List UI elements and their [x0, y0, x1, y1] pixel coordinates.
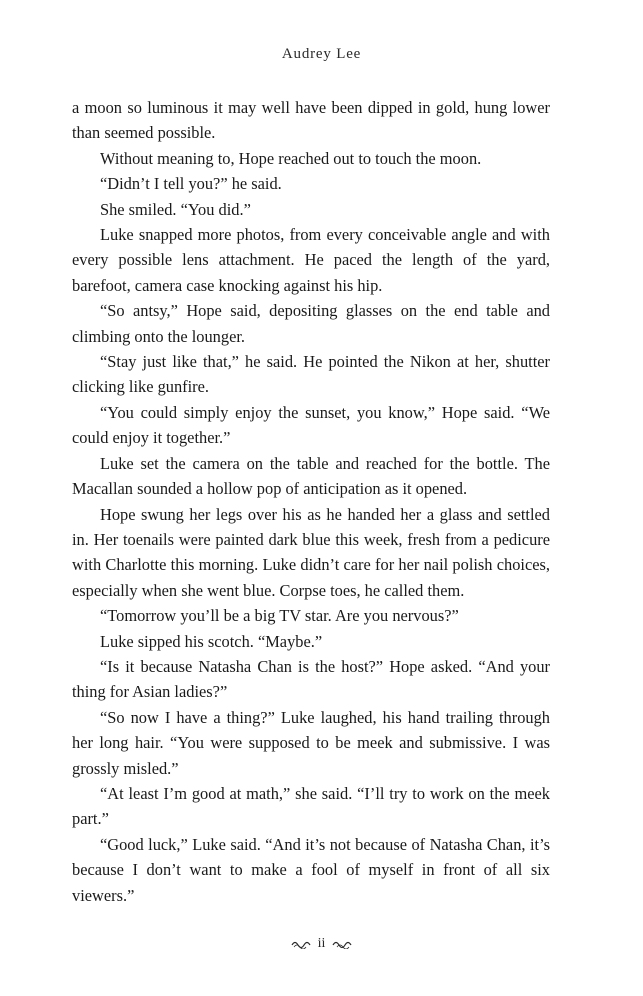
paragraph: “Stay just like that,” he said. He pointed the Nikon at her, shutter clicking like gunfire.	[72, 352, 550, 397]
paragraph: Luke set the camera on the table and reached for the bottle. The Macallan sounded a hollow pop of anticipation as it opened.	[72, 453, 550, 499]
paragraph: Hope swung her legs over his as he handed her a glass and settled in. Her toenails were painted dark blue this week, fresh from a pedicure with Charlotte this morning. Luke didn’t care for her nail polish choices, especially when she went blue. Corpse toes, he called them.	[72, 504, 550, 600]
paragraph: She smiled. “You did.”	[100, 199, 251, 219]
paragraph: “Didn’t I tell you?” he said.	[100, 174, 282, 194]
wave-ornament-icon	[330, 939, 352, 949]
paragraph: “So antsy,” Hope said, depositing glasses on the end table and climbing onto the lounger.	[72, 301, 550, 346]
paragraph: Without meaning to, Hope reached out to touch the moon.	[100, 148, 482, 168]
paragraph: a moon so luminous it may well have been dipped in gold, hung lower than seemed possible.	[72, 98, 550, 143]
paragraph: Luke snapped more photos, from every conceivable angle and with every possible lens attachment. He paced the length of the yard, barefoot, camera case knocking against his hip.	[72, 225, 550, 295]
folio	[0, 936, 643, 952]
paragraph: “Tomorrow you’ll be a big TV star. Are you nervous?”	[100, 606, 459, 626]
paragraph: “Is it because Natasha Chan is the host?” Hope asked. “And your thing for Asian ladies?”	[72, 656, 550, 702]
page-number: ii	[317, 936, 326, 951]
paragraph: “You could simply enjoy the sunset, you know,” Hope said. “We could enjoy it together.”	[72, 402, 550, 448]
paragraph: “Good luck,” Luke said. “And it’s not because of Natasha Chan, it’s because I don’t want to make a fool of myself in front of all six viewers.”	[72, 834, 550, 905]
wave-ornament-icon	[291, 939, 313, 949]
running-head-author: Audrey Lee	[281, 46, 362, 62]
paragraph: Luke sipped his scotch. “Maybe.”	[100, 631, 323, 651]
body-text	[72, 95, 550, 908]
paragraph: “At least I’m good at math,” she said. “I’ll try to work on the meek part.”	[72, 783, 550, 829]
paragraph: “So now I have a thing?” Luke laughed, his hand trailing through her long hair. “You were supposed to be meek and submissive. I was grossly misled.”	[72, 707, 550, 778]
